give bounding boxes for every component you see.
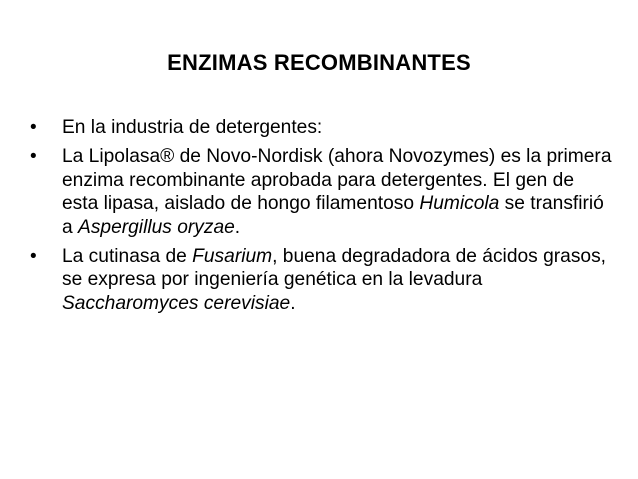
- bullet-text: [62, 146, 612, 237]
- bullet-marker: •: [30, 146, 37, 168]
- bullet-marker: •: [30, 117, 37, 138]
- text-segment: .: [234, 216, 241, 238]
- slide-title: ENZIMAS RECOMBINANTES: [167, 50, 471, 75]
- text-segment: .: [290, 292, 296, 314]
- species-name: Fusarium: [192, 246, 273, 268]
- text-segment: En la industria de detergentes:: [62, 117, 323, 138]
- text-segment: La Lipolasa® de Novo-Nordisk (ahora Novozymes) es la primera enzima recombinante aprobada para detergentes. El gen de esta lipasa, aislado de hongo filamentoso: [62, 146, 612, 215]
- bullet-text: [62, 246, 606, 314]
- species-name: Saccharomyces cerevisiae: [62, 292, 291, 314]
- bullet-marker: •: [30, 246, 37, 268]
- bullet-item: [30, 145, 615, 239]
- bullet-text: [62, 117, 322, 138]
- species-name: Aspergillus oryzae: [78, 216, 235, 238]
- bullet-item: [30, 245, 615, 315]
- text-segment: , buena degradadora de ácidos grasos, se expresa por ingeniería genética en la levadura: [62, 246, 607, 291]
- text-segment: se transfirió a: [62, 193, 604, 238]
- bullet-item: [30, 116, 615, 139]
- bullet-list: [30, 116, 615, 321]
- text-segment: La cutinasa de: [62, 246, 193, 268]
- species-name: Humicola: [419, 193, 500, 215]
